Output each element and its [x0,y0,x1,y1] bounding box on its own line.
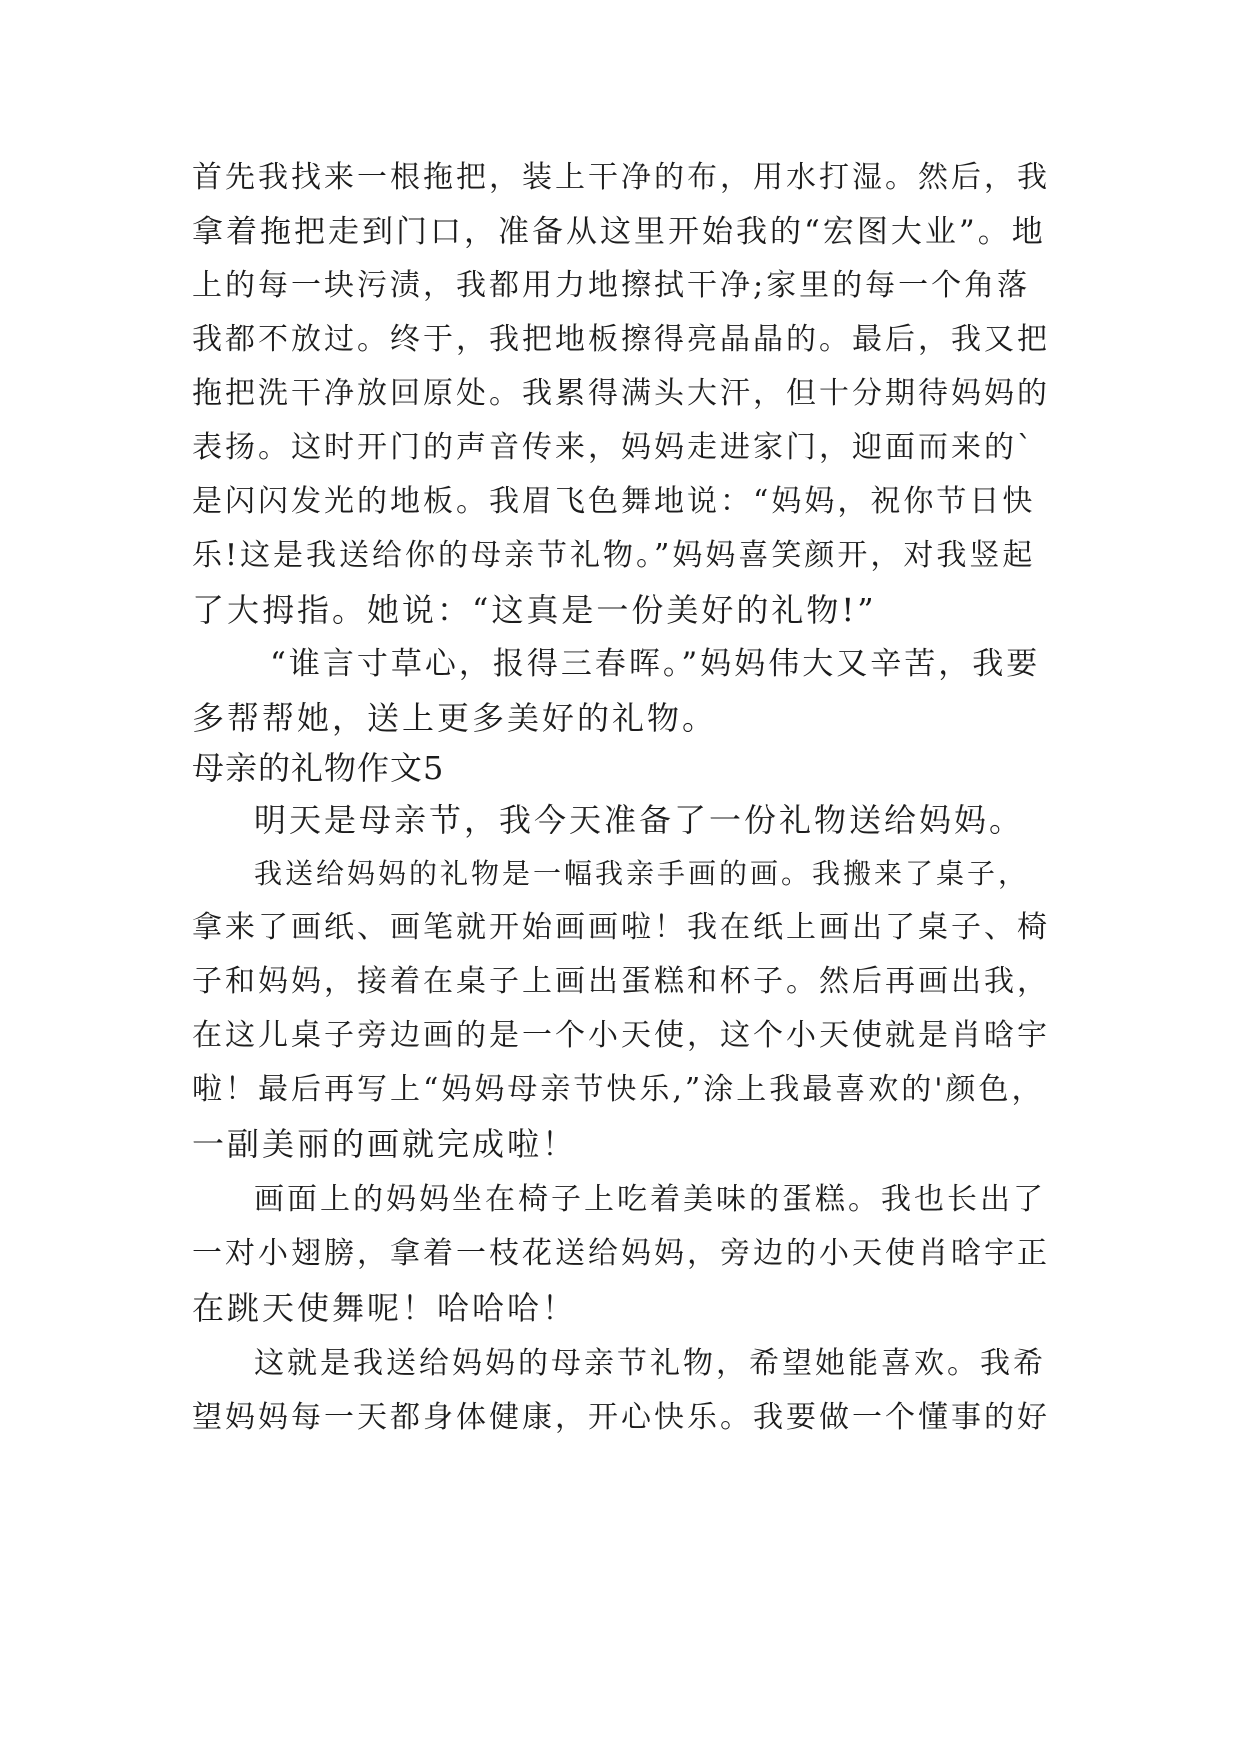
text-line: 上的每一块污渍，我都用力地擦拭干净;家里的每一个角落 [192,268,1031,303]
text-line: “谁言寸草心，报得三春晖。”妈妈伟大又辛苦，我要 [270,646,1041,682]
text-line: 画面上的妈妈坐在椅子上吃着美味的蛋糕。我也长出了 [254,1182,1046,1217]
text-line: 表扬。这时开门的声音传来，妈妈走进家门，迎面而来的` [192,430,1035,465]
text-line: 我都不放过。终于，我把地板擦得亮晶晶的。最后，我又把 [192,322,1050,357]
text-line: 明天是母亲节，我今天准备了一份礼物送给妈妈。 [254,801,1025,839]
text-line: 了大拇指。她说：“这真是一份美好的礼物!” [192,591,877,629]
text-line: 一副美丽的画就完成啦！ [192,1125,578,1163]
text-line: 子和妈妈，接着在桌子上画出蛋糕和杯子。然后再画出我， [192,964,1050,999]
text-line: 是闪闪发光的地板。我眉飞色舞地说：“妈妈，祝你节日快 [192,484,1036,519]
text-line: 拿来了画纸、画笔就开始画画啦！我在纸上画出了桌子、椅 [192,910,1050,945]
text-line: 多帮帮她，送上更多美好的礼物。 [192,699,718,737]
text-line: 望妈妈每一天都身体健康，开心快乐。我要做一个懂事的好 [192,1400,1050,1435]
text-line: 我送给妈妈的礼物是一幅我亲手画的画。我搬来了桌子， [254,857,1030,890]
text-line: 在这儿桌子旁边画的是一个小天使，这个小天使就是肖晗宇 [192,1018,1050,1053]
text-line: 拖把洗干净放回原处。我累得满头大汗，但十分期待妈妈的 [192,376,1050,411]
text-line: 在跳天使舞呢！哈哈哈！ [192,1289,578,1327]
text-line: 一对小翅膀，拿着一枝花送给妈妈，旁边的小天使肖晗宇正 [192,1236,1050,1271]
text-line: 乐!这是我送给你的母亲节礼物。”妈妈喜笑颜开，对我竖起 [192,538,1036,573]
text-line: 啦！最后再写上“妈妈母亲节快乐,”涂上我最喜欢的'颜色， [192,1072,1045,1107]
section-heading: 母亲的礼物作文5 [192,749,445,787]
text-line: 首先我找来一根拖把，装上干净的布，用水打湿。然后，我 [192,160,1050,195]
text-line: 这就是我送给妈妈的母亲节礼物，希望她能喜欢。我希 [254,1346,1046,1381]
text-line: 拿着拖把走到门口，准备从这里开始我的“宏图大业”。地 [192,214,1046,250]
